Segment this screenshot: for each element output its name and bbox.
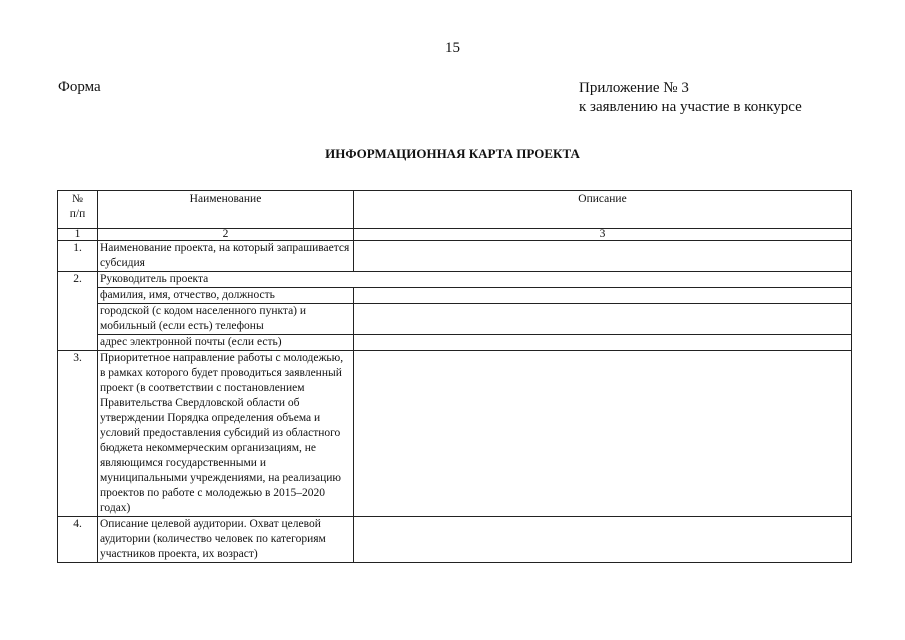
- table-row: [58, 351, 852, 517]
- row-2-num: 2.: [58, 272, 98, 351]
- row-2-sub-3: адрес электронной почты (если есть): [98, 335, 354, 351]
- header-row: [58, 191, 852, 229]
- table-row: [58, 517, 852, 563]
- row-2-sub-3-desc[interactable]: [354, 335, 852, 351]
- index-cell-2: 2: [98, 229, 354, 241]
- row-2-name: Руководитель проекта: [98, 272, 852, 288]
- row-2-sub-1: фамилия, имя, отчество, должность: [98, 288, 354, 304]
- appendix-line-2: к заявлению на участие в конкурсе: [579, 99, 802, 115]
- row-3-name: Приоритетное направление работы с молодежью, в рамках которого будет проводиться заявленный проект (в соответствии с постановлением Правительства Свердловской области об утверждении Порядка определения объема и условий предоставления субсидий из областного бюджета некоммерческим организациям, не являющимся государственными и муниципальными учреждениями, на реализацию проектов по работе с молодежью в 2015–2020 годах): [98, 351, 354, 517]
- row-2-sub-2-desc[interactable]: [354, 304, 852, 335]
- row-4-desc[interactable]: [354, 517, 852, 563]
- row-4-name: Описание целевой аудитории. Охват целевой аудитории (количество человек по категориям участников проекта, их возраст): [98, 517, 354, 563]
- row-2-sub-1-desc[interactable]: [354, 288, 852, 304]
- appendix-note: [579, 79, 802, 117]
- row-1-name: Наименование проекта, на который запрашивается субсидия: [98, 241, 354, 272]
- table-row: [58, 304, 852, 335]
- project-info-table: [57, 190, 852, 563]
- header-num-line-1: №: [72, 193, 83, 205]
- table-row: [58, 241, 852, 272]
- row-3-desc[interactable]: [354, 351, 852, 517]
- document-title: ИНФОРМАЦИОННАЯ КАРТА ПРОЕКТА: [325, 146, 580, 161]
- table-row: [58, 272, 852, 288]
- table-row: [58, 335, 852, 351]
- index-cell-3: 3: [354, 229, 852, 241]
- page-number: 15: [445, 40, 460, 56]
- index-cell-1: 1: [58, 229, 98, 241]
- index-row: [58, 229, 852, 241]
- row-4-num: 4.: [58, 517, 98, 563]
- row-2-sub-2: городской (с кодом населенного пункта) и мобильный (если есть) телефоны: [98, 304, 354, 335]
- form-label: Форма: [58, 79, 101, 95]
- table-row: [58, 288, 852, 304]
- row-3-num: 3.: [58, 351, 98, 517]
- header-num-line-2: п/п: [69, 208, 86, 220]
- row-1-num: 1.: [58, 241, 98, 272]
- header-name: Наименование: [98, 191, 354, 229]
- row-1-desc[interactable]: [354, 241, 852, 272]
- header-num: [58, 191, 98, 229]
- appendix-line-1: Приложение № 3: [579, 80, 689, 96]
- header-desc: Описание: [354, 191, 852, 229]
